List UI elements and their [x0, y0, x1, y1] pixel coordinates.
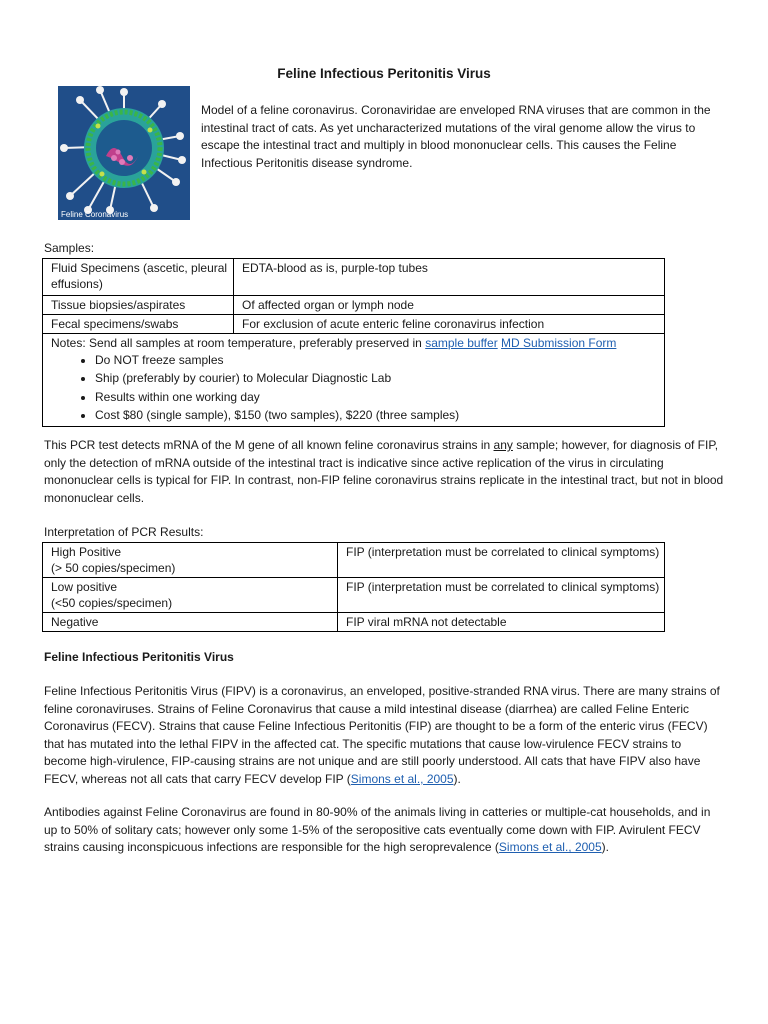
interpretation-table — [42, 542, 665, 632]
list-item: • Results within one working day — [95, 388, 660, 406]
table-row — [43, 296, 665, 315]
section-title: Feline Infectious Peritonitis Virus — [44, 650, 234, 664]
table-row — [43, 334, 665, 427]
citation-link[interactable]: Simons et al., 2005 — [498, 840, 602, 855]
table-row — [43, 578, 665, 613]
result-threshold: (<50 copies/specimen) — [51, 596, 173, 610]
specimen-cell: Tissue biopsies/aspirates — [43, 296, 234, 315]
result-label: High Positive — [51, 545, 122, 559]
detail-cell: EDTA-blood as is, purple-top tubes — [234, 259, 665, 296]
list-item: • Cost $80 (single sample), $150 (two samples), $220 (three samples) — [95, 406, 660, 424]
pcr-emphasis: any — [493, 438, 513, 452]
list-item: • Ship (preferably by courier) to Molecular Diagnostic Lab — [95, 369, 660, 387]
fipv-text-end: ). — [453, 771, 461, 786]
citation-link[interactable]: Simons et al., 2005 — [350, 771, 454, 786]
fipv-text: Feline Infectious Peritonitis Virus (FIPV) is a coronavirus, an enveloped, positive-stranded RNA virus. There are many strains of feline coronaviruses. Strains of Feline Coronavirus that cause a mild intestinal disease (diarrhea) are called Feline Enteric Coronavirus (FECV). Strains that cause Feline Infectious Peritonitis (FIP) are thought to be a form of the enteric virus (FECV) that has mutated into the lethal FIPV in the affected cat. The specific mutations that cause low-virulence FECV strains to become high-virulence, FIP-causing strains are not unique and are still poorly understood. All cats that have FIPV also have FECV, whereas not all cats that carry FECV develop FIP ( — [44, 684, 720, 786]
antibodies-paragraph — [44, 804, 724, 857]
page-title: Feline Infectious Peritonitis Virus — [277, 66, 491, 81]
meaning-cell: FIP viral mRNA not detectable — [338, 613, 665, 632]
result-threshold: (> 50 copies/specimen) — [51, 561, 176, 575]
samples-table — [42, 258, 665, 427]
intro-paragraph: Model of a feline coronavirus. Coronaviridae are enveloped RNA viruses that are common in the intestinal tract of cats. As yet uncharacterized mutations of the viral genome allow the virus to escape the intestinal tract and multiply in blood mononuclear cells. This causes the Feline Infectious Peritonitis disease syndrome. — [201, 103, 711, 170]
table-row — [43, 543, 665, 578]
specimen-cell: Fecal specimens/swabs — [43, 315, 234, 334]
specimen-cell: Fluid Specimens (ascetic, pleural effusions) — [43, 259, 234, 296]
meaning-cell: FIP (interpretation must be correlated to clinical symptoms) — [338, 543, 665, 578]
result-cell: Negative — [43, 613, 338, 632]
meaning-cell: FIP (interpretation must be correlated to clinical symptoms) — [338, 578, 665, 613]
samples-label: Samples: — [44, 241, 95, 255]
antibodies-text-end: ). — [601, 840, 609, 855]
fipv-paragraph — [44, 683, 724, 789]
notes-cell — [43, 334, 665, 427]
interpretation-label: Interpretation of PCR Results: — [44, 525, 204, 539]
sample-buffer-link[interactable]: sample buffer — [425, 336, 498, 350]
result-cell — [43, 543, 338, 578]
result-cell — [43, 578, 338, 613]
table-row — [43, 315, 665, 334]
list-item: • Do NOT freeze samples — [95, 351, 660, 369]
coronavirus-illustration — [58, 86, 190, 220]
detail-cell: Of affected organ or lymph node — [234, 296, 665, 315]
table-row — [43, 259, 665, 296]
figure-caption: Feline Coronavirus — [61, 210, 129, 219]
pcr-text-a: This PCR test detects mRNA of the M gene of all known feline coronavirus strains in — [44, 438, 494, 452]
notes-list — [51, 351, 660, 425]
md-submission-form-link[interactable]: MD Submission Form — [501, 336, 617, 350]
antibodies-text: Antibodies against Feline Coronavirus are found in 80-90% of the animals living in catteries or multiple-cat households, and in up to 50% of solitary cats; however only some 1-5% of the seropositive cats eventually come down with FIP. Avirulent FECV strains causing inconspicuous infections are responsible for the high seroprevalence ( — [44, 805, 711, 855]
pcr-text-b: sample; however, for diagnosis of FIP, only the detection of mRNA outside of the intestinal tract is indicative since active replication of the virus in circulating mononuclear cells is typical for FIP. In contrast, non-FIP feline coronavirus strains replicate in the intestinal tract, but not in blood mononuclear cells. — [44, 438, 724, 505]
detail-cell: For exclusion of acute enteric feline coronavirus infection — [234, 315, 665, 334]
result-label: Low positive — [51, 580, 118, 594]
pcr-paragraph — [44, 437, 724, 507]
table-row — [43, 613, 665, 632]
notes-text: Notes: Send all samples at room temperature, preferably preserved in — [51, 336, 422, 350]
